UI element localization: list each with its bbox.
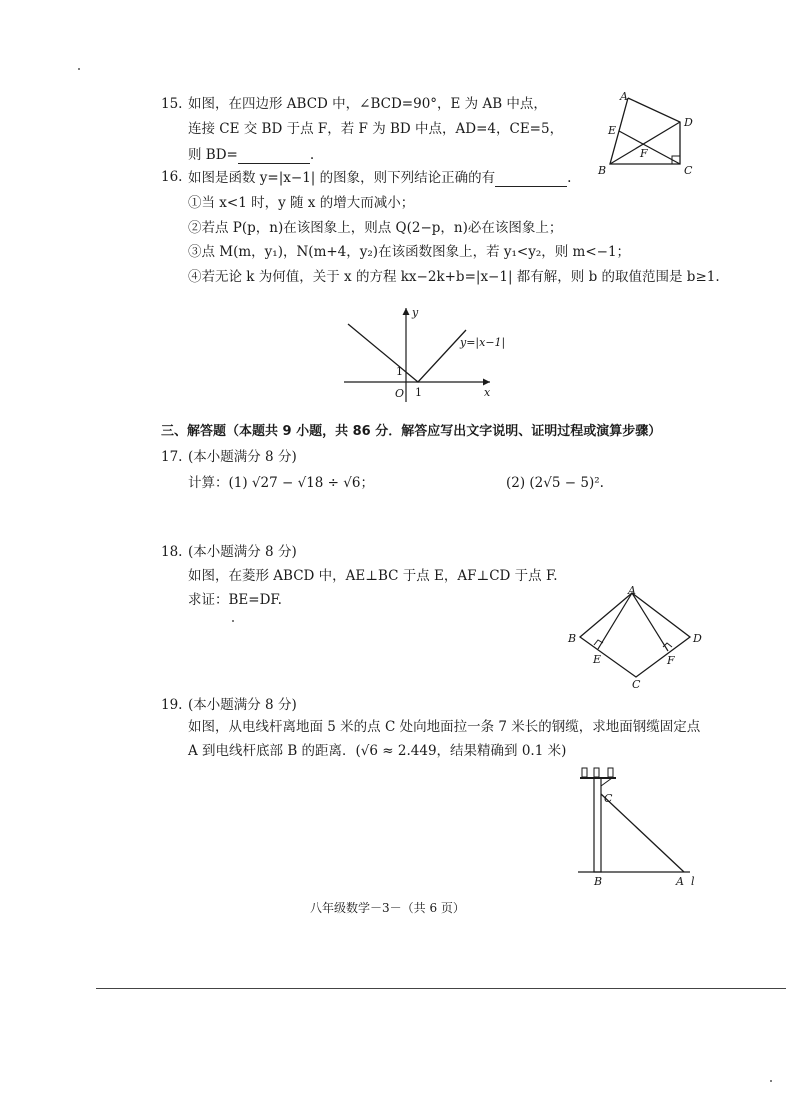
- q19-pole: [594, 778, 601, 872]
- q16-y-label: y: [412, 306, 419, 319]
- q16-stem: [188, 168, 571, 187]
- q16-x-label: x: [484, 386, 491, 399]
- q18-score: (本小题满分 8 分): [188, 544, 297, 560]
- q19-insulator-3: [608, 768, 613, 777]
- q16-stem-suffix: .: [567, 170, 572, 186]
- q19-cable-ca: [601, 794, 684, 872]
- q15-number: 15.: [161, 96, 183, 112]
- scan-speck: [232, 620, 234, 622]
- q18-label-e: E: [593, 653, 602, 666]
- q15-answer-suffix: .: [309, 147, 315, 163]
- q16-number: 16.: [161, 169, 183, 185]
- q19-line1: 如图，从电线杆离地面 5 米的点 C 处向地面拉一条 7 米长的钢缆，求地面钢缆固定点: [188, 719, 701, 735]
- q18-label-a: A: [628, 585, 636, 597]
- q16-option-1: ①当 x<1 时，y 随 x 的增大而减小；: [188, 195, 415, 211]
- q15-label-b: B: [598, 164, 607, 177]
- q18-label-d: D: [693, 632, 702, 645]
- q19-line2: A 到电线杆底部 B 的距离．(√6 ≈ 2.449，结果精确到 0.1 米): [188, 743, 567, 759]
- q18-right-angle-e: [594, 640, 603, 645]
- page-footer: 八年级数学－3－（共 6 页）: [310, 901, 465, 915]
- q16-stem-text: 如图是函数 y=|x−1| 的图象，则下列结论正确的有: [188, 170, 496, 186]
- q18-rhombus-figure: [560, 585, 710, 689]
- q15-answer-prefix: 则 BD=: [188, 147, 238, 163]
- section-3-title: 三、解答题（本题共 9 小题，共 86 分．解答应写出文字说明、证明过程或演算步骤）: [161, 424, 662, 439]
- q19-label-c: C: [604, 792, 613, 805]
- q17-number: 17.: [161, 449, 183, 465]
- q18-label-f: F: [667, 654, 675, 667]
- q16-x-tick-1: 1: [415, 386, 422, 399]
- q15-segment-ce: [619, 131, 680, 164]
- q15-line3: [188, 145, 314, 164]
- q15-label-e: E: [608, 124, 617, 137]
- q18-label-c: C: [632, 678, 641, 689]
- q18-right-angle-f: [663, 643, 672, 647]
- q16-option-3: ③点 M(m，y₁)，N(m+4，y₂)在该函数图象上，若 y₁<y₂，则 m<−1；: [188, 244, 631, 260]
- q18-number: 18.: [161, 544, 183, 560]
- q16-answer-blank[interactable]: [495, 168, 567, 187]
- q16-function-label: y=|x−1|: [460, 336, 506, 349]
- q19-label-b: B: [594, 875, 603, 888]
- q16-origin-label: O: [395, 387, 405, 400]
- q19-insulator-1: [582, 768, 587, 777]
- q16-y-tick-1: 1: [396, 365, 403, 378]
- q19-insulator-2: [594, 768, 599, 777]
- q15-line1: 如图，在四边形 ABCD 中，∠BCD=90°，E 为 AB 中点，: [188, 96, 547, 112]
- q16-option-4: ④若无论 k 为何值，关于 x 的方程 kx−2k+b=|x−1| 都有解，则 b 的取值范围是 b≥1.: [188, 269, 720, 285]
- q18-line1: 如图，在菱形 ABCD 中，AE⊥BC 于点 E，AF⊥CD 于点 F.: [188, 568, 558, 584]
- q17-part1: 计算：(1) √27 − √18 ÷ √6；: [188, 475, 374, 491]
- q19-pole-figure: [572, 760, 702, 888]
- q19-score: (本小题满分 8 分): [188, 697, 297, 713]
- q17-score: (本小题满分 8 分): [188, 449, 297, 465]
- q18-segment-ae: [598, 593, 632, 649]
- q18-label-b: B: [568, 632, 577, 645]
- q15-quadrilateral-figure: [592, 88, 702, 180]
- q16-abs-curve: [348, 324, 466, 382]
- scan-speck: [770, 1080, 772, 1082]
- q16-function-graph: [340, 302, 510, 408]
- q19-label-a: A: [676, 875, 684, 888]
- q16-option-2: ②若点 P(p，n)在该图象上，则点 Q(2−p，n)必在该图象上；: [188, 220, 563, 236]
- q19-brace: [601, 778, 612, 786]
- q19-label-l: l: [691, 875, 695, 888]
- q15-label-f: F: [640, 147, 648, 160]
- scan-speck: [78, 68, 80, 70]
- scan-bottom-edge: [96, 988, 786, 989]
- q17-part2: (2) (2√5 − 5)².: [506, 475, 604, 491]
- q15-answer-blank[interactable]: [238, 145, 310, 164]
- q19-number: 19.: [161, 697, 183, 713]
- q15-line2: 连接 CE 交 BD 于点 F，若 F 为 BD 中点，AD=4，CE=5，: [188, 121, 564, 137]
- q18-segment-af: [632, 593, 668, 651]
- q15-label-a: A: [620, 90, 628, 103]
- q18-line2: 求证：BE=DF.: [188, 592, 282, 608]
- q15-label-d: D: [684, 116, 693, 129]
- q15-label-c: C: [684, 164, 693, 177]
